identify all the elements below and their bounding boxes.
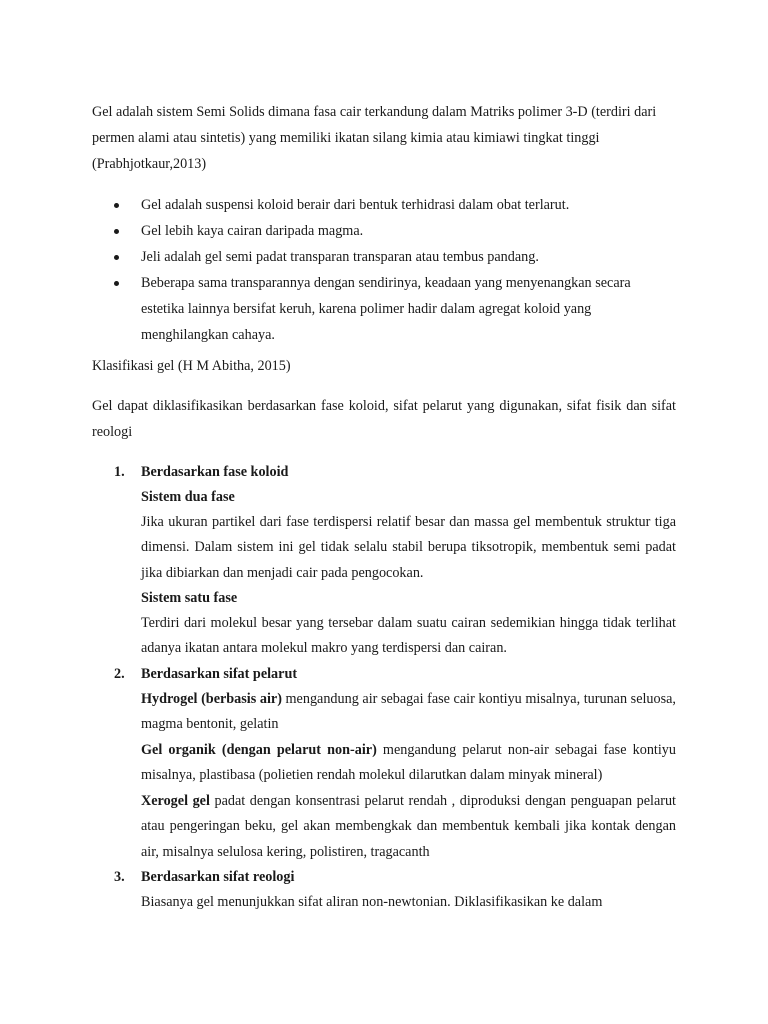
subsection-text: Jika ukuran partikel dari fase terdispersi relatif besar dan massa gel membentuk struktur tiga dimensi. Dalam sistem ini gel tidak selalu stabil berupa tiksotropik, membentuk semi padat jika dibiarkan dan menjadi cair pada pengocokan. — [141, 513, 676, 581]
term-label: Xerogel gel — [141, 792, 210, 809]
section-text: Biasanya gel menunjukkan sifat aliran non-newtonian. Diklasifikasikan ke dalam — [141, 893, 603, 910]
organogel-paragraph — [141, 738, 676, 789]
term-text: mengandung air sebagai fase cair kontiyu misalnya, turunan seluosa, magma bentonit, gelatin — [141, 690, 676, 733]
bullet-list — [92, 192, 676, 348]
bullet-dot-icon — [114, 255, 119, 260]
list-number: 1. — [114, 464, 125, 480]
term-text: padat dengan konsentrasi pelarut rendah , diproduksi dengan penguapan pelarut atau pengeringan beku, gel akan membengkak dan membentuk kembali jika kontak dengan air, misalnya selulosa kering, polistiren, tragacanth — [141, 792, 676, 860]
term-label: Hydrogel (berbasis air) — [141, 690, 282, 707]
intro-paragraph: Gel adalah sistem Semi Solids dimana fasa cair terkandung dalam Matriks polimer 3-D (terdiri dari permen alami atau sintetis) yang memiliki ikatan silang kimia atau kimiawi tingkat tinggi (Prabhjotkaur,2013) — [92, 104, 657, 172]
bullet-item — [92, 192, 676, 218]
section-title: Berdasarkan sifat reologi — [141, 869, 295, 886]
list-number: 3. — [114, 869, 125, 886]
classification-item-fase-koloid — [92, 460, 676, 662]
bullet-item — [92, 244, 676, 270]
bullet-dot-icon — [114, 229, 119, 234]
bullet-dot-icon — [114, 281, 119, 286]
term-text: mengandung pelarut non-air sebagai fase kontiyu misalnya, plastibasa (polietien rendah molekul dilarutkan dalam minyak mineral) — [141, 741, 676, 784]
bullet-item — [92, 218, 676, 244]
section-title: Berdasarkan sifat pelarut — [141, 665, 298, 682]
bullet-text: Jeli adalah gel semi padat transparan transparan atau tembus pandang. — [141, 249, 539, 265]
term-label: Gel organik (dengan pelarut non-air) — [141, 741, 377, 758]
bullet-item — [92, 270, 676, 348]
section-title: Berdasarkan fase koloid — [141, 464, 289, 480]
subsection-title: Sistem dua fase — [141, 488, 235, 505]
xerogel-paragraph — [141, 789, 676, 866]
classification-item-sifat-pelarut — [92, 662, 676, 865]
bullet-text: Gel adalah suspensi koloid berair dari bentuk terhidrasi dalam obat terlarut. — [141, 197, 570, 213]
classification-list — [92, 460, 676, 915]
hydrogel-paragraph — [141, 687, 676, 738]
subsection-title: Sistem satu fase — [141, 590, 238, 607]
bullet-dot-icon — [114, 203, 119, 208]
classification-intro: Gel dapat diklasifikasikan berdasarkan fase koloid, sifat pelarut yang digunakan, sifat fisik dan sifat reologi — [92, 398, 676, 440]
bullet-text: Beberapa sama transparannya dengan sendirinya, keadaan yang menyenangkan secara estetika lainnya bersifat keruh, karena polimer hadir dalam agregat koloid yang menghilangkan cahaya. — [141, 275, 631, 343]
document-page — [92, 99, 676, 915]
bullet-text: Gel lebih kaya cairan daripada magma. — [141, 223, 364, 239]
list-number: 2. — [114, 665, 125, 682]
subsection-text: Terdiri dari molekul besar yang tersebar dalam suatu cairan sedemikian hingga tidak terlihat adanya ikatan antara molekul makro yang terdispersi dan cairan. — [141, 614, 676, 657]
classification-item-sifat-reologi — [92, 865, 676, 915]
classification-heading: Klasifikasi gel (H M Abitha, 2015) — [92, 358, 291, 374]
